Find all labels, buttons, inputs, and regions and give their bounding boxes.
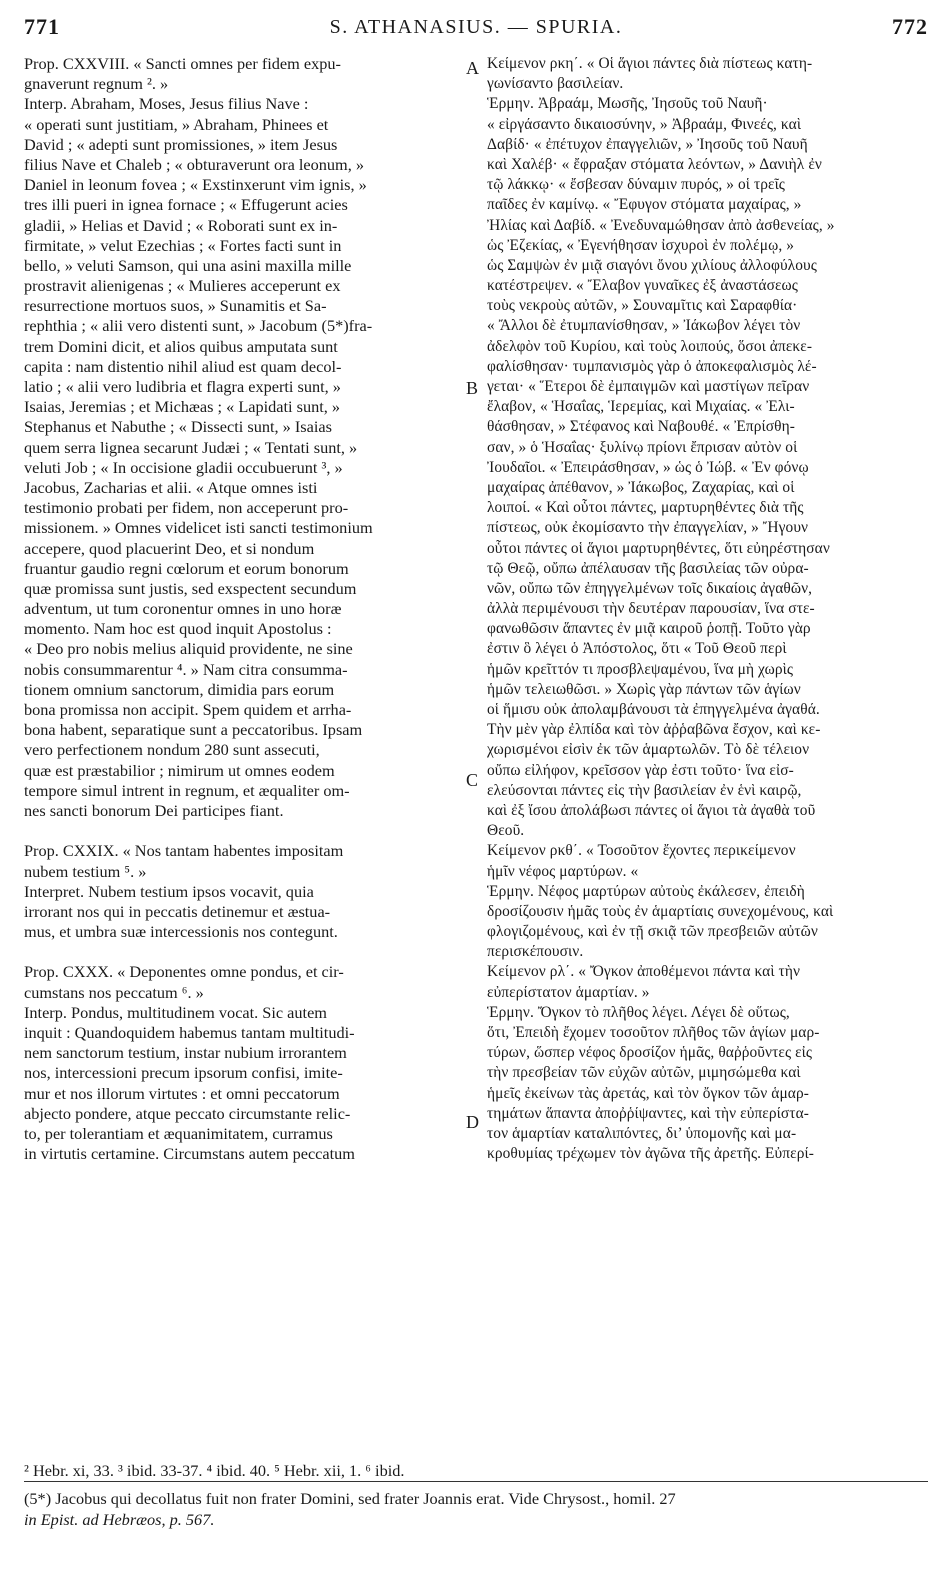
text-line: οἱ ἥμισυ οὐκ ἀπολαμβάνουσι τὰ ἐπηγγελμένα ἀγαθά. (487, 701, 820, 718)
text-line: ἐστιν ὃ λέγει ὁ Ἀπόστολος, ὅτι « Τοῦ Θεοῦ περὶ (487, 640, 787, 658)
footnote-references: ² Hebr. xi, 33. ³ ibid. 33-37. ⁴ ibid. 40. ⁵ Hebr. xii, 1. ⁶ ibid. (24, 1461, 405, 1480)
text-line: Interpret. Nubem testium ipsos vocavit, quia (24, 881, 314, 901)
text-line: « Ἄλλοι δὲ ἐτυμπανίσθησαν, » Ἰάκωβον λέγει τὸν (487, 317, 801, 335)
footnote-note-line: in Epist. ad Hebræos, p. 567. (24, 1510, 215, 1529)
text-line: Κείμενον ρλ΄. « Ὄγκον ἀποθέμενοι πάντα καὶ τὴν (487, 963, 801, 981)
text-line: κροθυμίας τρέχωμεν τὸν ἀγῶνα τῆς ἀρετῆς. Εὐπερί- (487, 1145, 814, 1163)
text-line: νῶν, οὔπω τῶν ἐπηγγελμένων τοῖς δικαίοις ἀγαθῶν, (487, 579, 813, 597)
text-line: « εἰργάσαντο δικαιοσύνην, » Ἀβραάμ, Φινεές, καὶ (487, 115, 802, 133)
page-number-right: 772 (892, 14, 928, 39)
text-line: λοιποί. « Καὶ οὗτοι πάντες, μαρτυρηθέντες διὰ τῆς (487, 499, 804, 517)
running-title: S. ATHANASIUS. — SPURIA. (329, 16, 623, 38)
text-line: οὔπω εἰλήφον, κρεῖσσον γὰρ ἐστι τοῦτο· ἵνα εἰσ- (487, 761, 794, 779)
text-line: nes sancti bonorum Dei participes fiant. (24, 800, 284, 820)
text-line: Κείμενον ρκθ΄. « Τοσοῦτον ἔχοντες περικείμενον (487, 842, 796, 860)
text-line: nem sanctorum testium, instar nubium irrorantem (24, 1043, 347, 1063)
text-line: rephthia ; « alii vero distenti sunt, » Jacobum (5*)fra- (24, 316, 373, 336)
text-line: Ἑρμην. Ὄγκον τὸ πλῆθος λέγει. Λέγει δὲ οὕτως, (487, 1003, 790, 1021)
text-line: Θεοῦ. (487, 822, 525, 840)
text-line: tionem omnium sanctorum, dimidia pars eorum (24, 679, 335, 699)
text-line: δροσίζουσιν ἡμᾶς τοὺς ἐν ἁμαρτίαις συνεχομένους, καὶ (487, 902, 834, 920)
text-line: μαχαίρας ἀπέθανον, » Ἰάκωβος, Ζαχαρίας, καὶ οἱ (487, 478, 795, 496)
text-line: capita : nam distentio nihil aliud est quam decol- (24, 356, 342, 376)
text-line: inquit : Quandoquidem habemus tantam multitudi- (24, 1023, 355, 1042)
text-line: Ἠλίας καὶ Δαβίδ. « Ἐνεδυναμώθησαν ἀπὸ ἀσθενείας, » (487, 216, 835, 234)
text-line: θάσθησαν, » Στέφανος καὶ Ναβουθέ. « Ἐπρίσθη- (487, 418, 795, 436)
text-line: abjecto pondere, atque peccato circumstante relic- (24, 1103, 351, 1123)
text-line: χωρισμένοι εἰσὶν ἐκ τῶν ἁμαρτωλῶν. Τὸ δὲ τέλειον (487, 741, 810, 759)
margin-letter-b: B (466, 378, 479, 398)
text-line: bello, » veluti Samson, qui una asini maxilla mille (24, 255, 352, 275)
text-line: παῖδες ἐν καμίνῳ. « Ἔφυγον στόματα μαχαίρας, » (487, 196, 802, 214)
text-line: ἔλαβον, « Ἡσαΐας, Ἱερεμίας, καὶ Μιχαίας. « Ἐλι- (487, 398, 795, 416)
text-line: φανωθῶσιν ἅπαντες ἐν μιᾷ καιροῦ ῥοπῇ. Τοῦτο γὰρ (487, 620, 811, 638)
text-line: latio ; « alii vero ludibria et flagra experti sunt, » (24, 377, 341, 396)
text-line: gnaverunt regnum ². » (24, 74, 169, 94)
text-line: φλογιζομένους, καὶ ἐν τῇ σκιᾷ τῶν πρεσβειῶν αὐτῶν (487, 923, 818, 941)
text-line: « Deo pro nobis melius aliquid providente, ne sine (24, 639, 353, 659)
text-line: veluti Job ; « In occisione gladii occubuerunt ³, » (24, 457, 343, 477)
text-line: tres illi pueri in ignea fornace ; « Effugerunt acies (24, 195, 348, 215)
text-line: ὡς Σαμψὼν ἐν μιᾷ σιαγόνι ὄνου χιλίους ἀλλοφύλους (487, 256, 817, 274)
text-line: Prop. CXXVIII. « Sancti omnes per fidem expu- (24, 54, 341, 73)
text-line: εὐπερίστατον ἁμαρτίαν. » (487, 983, 650, 1001)
text-line: ἡμῶν τελειωθῶσι. » Χωρὶς γὰρ πάντων τῶν ἁγίων (487, 680, 801, 698)
text-line: ὅτι, Ἐπειδὴ ἔχομεν τοσοῦτον πλῆθος τῶν ἁγίων μαρ- (487, 1024, 820, 1041)
page-header (24, 14, 928, 44)
text-line: testimonio probati per fidem, non acceperunt pro- (24, 498, 349, 518)
text-line: γωνίσαντο βασιλείαν. (487, 75, 624, 93)
text-line: ἡμεῖς ἐκείνων τὰς ἀρετάς, καὶ τὸν ὄγκον τῶν ἁμαρ- (487, 1084, 809, 1102)
text-line: οὗτοι πάντες οἱ ἅγιοι μαρτυρηθέντες, ὅτι εὐηρέστησαν (487, 539, 830, 557)
text-line: fruantur gaudio regni cœlorum et eorum bonorum (24, 558, 349, 578)
footnotes (24, 1460, 928, 1530)
text-line: γεται· « Ἕτεροι δὲ ἐμπαιγμῶν καὶ μαστίγων πεῖραν (487, 378, 810, 395)
text-line: in virtutis certamine. Circumstans autem peccatum (24, 1144, 355, 1164)
text-line: bona habent, separatique sunt a peccatoribus. Ipsam (24, 720, 363, 740)
text-line: ὡς Ἐζεκίας, « Ἐγενήθησαν ἰσχυροὶ ἐν πολέμῳ, » (487, 236, 795, 254)
text-line: φαλίσθησαν· τυμπανισμὸς γὰρ ὁ ἀποκεφαλισμὸς λέ- (487, 357, 817, 375)
paragraph-gap (24, 942, 464, 962)
text-line: bona promissa non accipit. Spem quidem et arrha- (24, 700, 352, 719)
footnote-note-line: (5*) Jacobus qui decollatus fuit non frater Domini, sed frater Joannis erat. Vide Chrysost., homil. 27 (24, 1489, 676, 1508)
text-line: Ἑρμην. Νέφος μαρτύρων αὐτοὺς ἐκάλεσεν, ἐπειδὴ (487, 882, 805, 900)
text-line: πίστεως, οὐκ ἐκομίσαντο τὴν ἐπαγγελίαν, » Ἤγουν (487, 519, 809, 537)
text-line: accepere, quod placuerint Deo, et si nondum (24, 538, 315, 558)
text-line: nobis consummarentur ⁴. » Nam citra consumma- (24, 659, 348, 679)
text-line: adventum, ut tum coronentur omnes in uno horæ (24, 599, 342, 619)
text-line: to, per tolerantiam et æquanimitatem, curramus (24, 1123, 333, 1143)
text-line: ἡμῶν κρεῖττόν τι προσβλεψαμένου, ἵνα μὴ χωρὶς (487, 660, 794, 678)
text-line: Interp. Abraham, Moses, Jesus filius Nave : (24, 94, 309, 114)
text-line: καὶ Χαλέβ· « ἔφραξαν στόματα λεόντων, » Δανιὴλ ἐν (487, 155, 822, 173)
text-line: irrorant nos qui in peccatis detinemur et æstua- (24, 901, 331, 921)
text-line: firmitate, » velut Ezechias ; « Fortes facti sunt in (24, 235, 342, 255)
text-line: ἡμῖν νέφος μαρτύρων. « (487, 862, 639, 880)
text-line: mus, et umbra suæ intercessionis nos contegunt. (24, 922, 338, 942)
text-line: nos, intercessioni precum ipsorum confisi, imite- (24, 1063, 343, 1083)
text-line: tempore simul intrent in regnum, et æqualiter om- (24, 780, 350, 800)
greek-column (487, 54, 927, 1164)
text-line: τοὺς νεκροὺς αὐτῶν, » Σουναμῖτις καὶ Σαραφθία· (487, 297, 798, 315)
margin-letter-a: A (466, 58, 479, 78)
text-line: τῷ λάκκῳ· « ἔσβεσαν δύναμιν πυρός, » οἱ τρεῖς (487, 176, 786, 194)
text-line: Isaias, Jeremias ; et Michæas ; « Lapidati sunt, » (24, 397, 341, 417)
latin-column (24, 54, 464, 1164)
text-line: nubem testium ⁵. » (24, 861, 147, 881)
text-line: ἀδελφὸν τοῦ Κυρίου, καὶ τοὺς λοιπούς, ὅσοι ἀπεκε- (487, 337, 813, 355)
text-line: « operati sunt justitiam, » Abraham, Phinees et (24, 114, 329, 134)
text-line: resurrectione mortuos suos, » Sunamitis et Sa- (24, 296, 327, 316)
text-line: cumstans nos peccatum ⁶. » (24, 982, 204, 1002)
text-line: Ἑρμην. Ἀβραάμ, Μωσῆς, Ἰησοῦς τοῦ Ναυῆ· (487, 95, 768, 113)
text-line: Prop. CXXX. « Deponentes omne pondus, et cir- (24, 962, 344, 982)
text-line: Κείμενον ρκη΄. « Οἱ ἅγιοι πάντες διὰ πίστεως κατη- (487, 55, 813, 72)
text-line: quæ promissa sunt justis, sed exspectent secundum (24, 578, 357, 598)
text-line: τύρων, ὥσπερ νέφος δροσίζον ἡμᾶς, θαῤῥοῦντες εἰς (487, 1044, 813, 1062)
paragraph-gap (24, 821, 464, 841)
text-line: Prop. CXXIX. « Nos tantam habentes impositam (24, 841, 344, 861)
text-line: Δαβίδ· « ἐπέτυχον ἐπαγγελιῶν, » Ἰησοῦς τοῦ Ναυῆ (487, 135, 808, 153)
text-line: quem serra lignea secarunt Judæi ; « Tentati sunt, » (24, 437, 358, 457)
text-line: Τὴν μὲν γὰρ ἐλπίδα καὶ τὸν ἀῤῥαβῶνα ἔσχον, καὶ κε- (487, 721, 821, 739)
text-line: filius Nave et Chaleb ; « obturaverunt ora leonum, » (24, 154, 365, 174)
text-line: περισκέπουσιν. (487, 943, 584, 961)
text-line: vero perfectionem nondum 280 sunt assecuti, (24, 740, 320, 760)
text-line: τον ἁμαρτίαν καταλιπόντες, δι’ ὑπομονῆς καὶ μα- (487, 1124, 797, 1142)
text-line: ελεύσονται πάντες εἰς τὴν βασιλείαν ἐν ἑνὶ καιρῷ, (487, 781, 802, 799)
text-line: gladii, » Helias et David ; « Roborati sunt ex in- (24, 215, 338, 235)
text-line: mur et nos illorum virtutes : et omni peccatorum (24, 1083, 340, 1103)
text-line: Stephanus et Nabuthe ; « Dissecti sunt, » Isaias (24, 417, 332, 437)
text-line: ἀλλὰ περιμένουσι τὴν δευτέραν παρουσίαν, ἵνα στε- (487, 600, 815, 618)
text-line: prostravit alienigenas ; « Mulieres acceperunt ex (24, 276, 341, 296)
text-line: κατέστρεψεν. « Ἔλαβον γυναῖκες ἐξ ἀναστάσεως (487, 277, 798, 295)
text-line: τῷ Θεῷ, οὔπω ἀπέλαυσαν τῆς βασιλείας τῶν οὐρα- (487, 559, 809, 577)
text-line: momento. Nam hoc est quod inquit Apostolus : (24, 619, 332, 639)
text-line: Jacobus, Zacharias et alii. « Atque omnes isti (24, 477, 318, 497)
margin-letter-d: D (466, 1112, 479, 1132)
text-line: τημάτων ἅπαντα ἀποῤῥίψαντες, καὶ τὴν εὐπερίστα- (487, 1104, 809, 1122)
page-number-left: 771 (24, 14, 60, 39)
text-line: καὶ ἐξ ἴσου ἀπολάβωσι πάντες οἱ ἅγιοι τὰ ἀγαθὰ τοῦ (487, 801, 816, 819)
margin-letter-c: C (466, 770, 479, 790)
footnote-divider (24, 1481, 928, 1482)
text-line: David ; « adepti sunt promissiones, » item Jesus (24, 134, 338, 154)
text-line: Daniel in leonum fovea ; « Exstinxerunt vim ignis, » (24, 175, 367, 195)
text-line: τὴν πρεσβείαν τῶν εὐχῶν αὐτῶν, μιμησώμεθα καὶ (487, 1064, 801, 1082)
text-line: trem Domini dicit, et alios quibus amputata sunt (24, 336, 338, 356)
text-line: missionem. » Omnes videlicet isti sancti testimonium (24, 518, 373, 538)
text-line: Ἰουδαῖοι. « Ἐπειράσθησαν, » ὡς ὁ Ἰώβ. « Ἐν φόνῳ (487, 458, 809, 476)
text-line: σαν, » ὁ Ἡσαΐας· ξυλίνῳ πρίονι ἔπρισαν αὐτὸν οἱ (487, 438, 798, 456)
text-line: Interp. Pondus, multitudinem vocat. Sic autem (24, 1002, 327, 1022)
text-line: quæ est præstabilior ; nimirum ut omnes eodem (24, 760, 335, 780)
